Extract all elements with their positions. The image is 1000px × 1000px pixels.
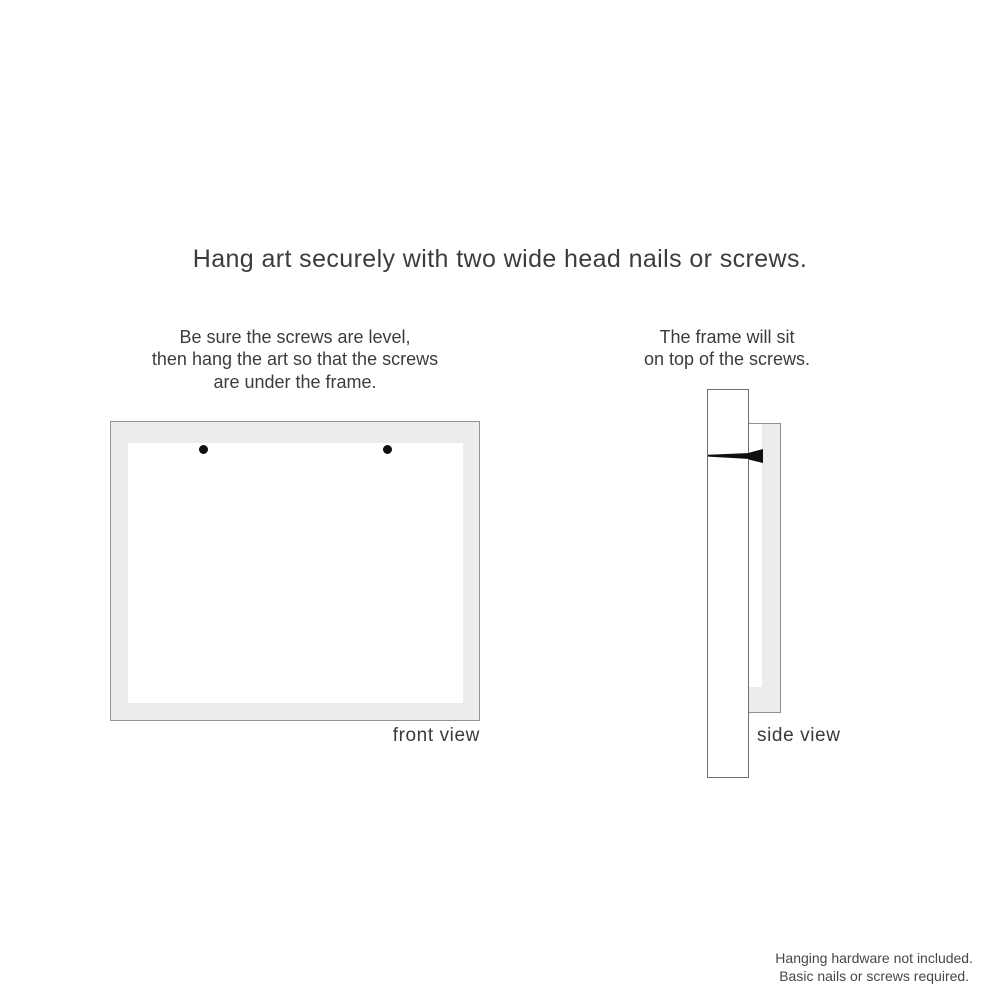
front-view-caption: front view	[392, 725, 480, 746]
front-view-instructions	[95, 326, 495, 393]
instruction-line: Be sure the screws are level,	[179, 327, 411, 347]
instruction-line: are under the frame.	[213, 371, 377, 392]
side-view-caption: side view	[757, 725, 841, 746]
hardware-note-line: Basic nails or screws required.	[779, 967, 970, 984]
screw-side-icon	[707, 444, 765, 468]
front-view-artwork-area	[128, 443, 463, 703]
instruction-title: Hang art securely with two wide head nails or screws.	[192, 245, 808, 273]
instruction-line: The frame will sit	[659, 327, 795, 347]
side-view-instructions	[602, 326, 852, 371]
hardware-note-line: Hanging hardware not included.	[775, 950, 973, 966]
instruction-line: then hang the art so that the screws	[151, 349, 439, 370]
instruction-line: on top of the screws.	[643, 349, 811, 370]
hardware-note	[775, 950, 973, 985]
screw-head-left-icon	[199, 445, 208, 454]
front-view-frame-diagram	[110, 421, 480, 721]
screw-head-right-icon	[383, 445, 392, 454]
